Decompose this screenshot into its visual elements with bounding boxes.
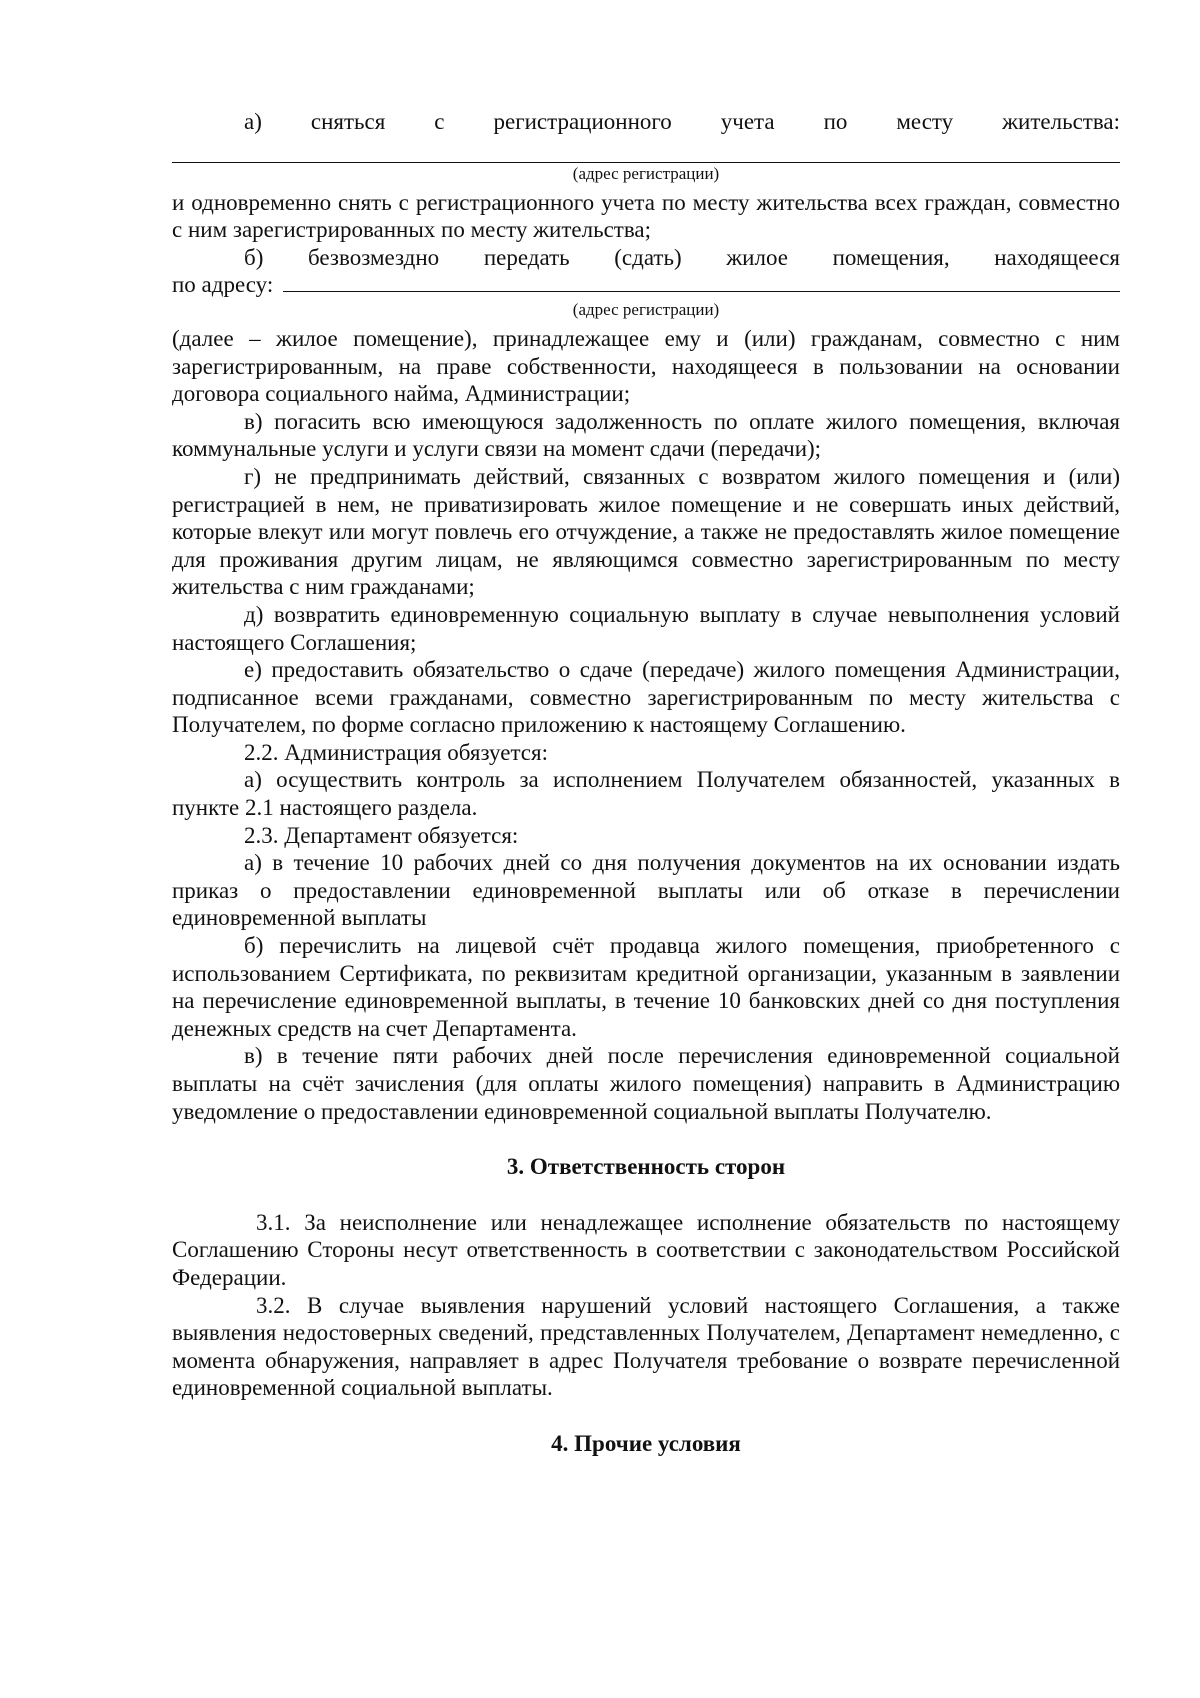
clause-2-2: 2.2. Администрация обязуется:: [244, 739, 548, 765]
clause-b-first-line: [172, 244, 1120, 272]
word: находящееся: [994, 244, 1120, 270]
clause-v: в) погасить всю имеющуюся задолженность по оплате жилого помещения, включая коммунальные услуги и услуги связи на момент сдачи (передачи);: [172, 408, 1120, 462]
clause-2-2-a: а) осуществить контроль за исполнением Получателем обязанностей, указанных в пункте 2.1 настоящего раздела.: [172, 767, 1120, 821]
word: по: [823, 109, 848, 134]
clause-a-continuation: и одновременно снять с регистрационного учета по месту жительства всех граждан, совместно с ним зарегистрированных по месту жительства;: [172, 189, 1120, 243]
clause-3-2: 3.2. В случае выявления нарушений условий настоящего Соглашения, а также выявления недостоверных сведений, представленных Получателем, Департамент немедленно, с момента обнаружения, направляет в адрес Получателя требование о возврате перечисленной единовременной социальной выплаты.: [172, 1292, 1120, 1401]
word: (сдать): [614, 244, 682, 270]
document-page: [172, 108, 1120, 1458]
address-blank-line-2: [283, 271, 1120, 292]
clause-2-3-a: а) в течение 10 рабочих дней со дня получения документов на их основании издать приказ о предоставлении единовременной выплаты или об отказе в перечислении единовременной выплаты: [172, 850, 1120, 931]
word: а): [244, 109, 262, 134]
word: месту: [896, 109, 954, 134]
spacer: [172, 1181, 1120, 1209]
clause-3-1: 3.1. За неисполнение или ненадлежащее исполнение обязательств по настоящему Соглашению Стороны несут ответственность в соответствии с законодательством Российской Федерации.: [172, 1209, 1120, 1290]
word: сняться: [310, 109, 386, 134]
word: передать: [483, 244, 570, 270]
word: помещения,: [832, 244, 950, 270]
spacer: [172, 1402, 1120, 1430]
clause-g: г) не предпринимать действий, связанных с возвратом жилого помещения и (или) регистрацией в нем, не приватизировать жилое помещение и не совершать иных действий, которые влекут или могут повлечь его отчуждение, а также не предоставлять жилое помещение для проживания другим лицам, не являющимся совместно зарегистрированным по месту жительства с ним гражданами;: [172, 463, 1120, 600]
section-heading-3: 3. Ответственность сторон: [506, 1154, 786, 1180]
clause-2-3-b: б) перечислить на лицевой счёт продавца жилого помещения, приобретенного с использованием Сертификата, по реквизитам кредитной организации, указанным в заявлении на перечисление единовременной выплаты, в течение 10 банковских дней со дня поступления денежных средств на счет Департамента.: [172, 933, 1120, 1041]
clause-2-3-v: в) в течение пяти рабочих дней после перечисления единовременной социальной выплаты на счёт зачисления (для оплаты жилого помещения) направить в Администрацию уведомление о предоставлении единовременной социальной выплаты Получателю.: [172, 1043, 1120, 1124]
address-caption-1: (адрес регистрации): [572, 163, 720, 183]
section-heading-4: 4. Прочие условия: [551, 1430, 741, 1456]
address-blank-line-1: [172, 142, 1120, 163]
word: безвозмездно: [308, 244, 440, 270]
spacer: [172, 1125, 1120, 1153]
clause-e: е) предоставить обязательство о сдаче (передаче) жилого помещения Администрации, подписанное всеми гражданами, совместно зарегистрированным по месту жительства с Получателем, по форме согласно приложению к настоящему Соглашению.: [172, 657, 1120, 738]
clause-a-first-line: [172, 108, 1120, 136]
word: б): [244, 244, 264, 270]
address-caption-2: (адрес регистрации): [572, 299, 720, 319]
word: регистрационного: [493, 109, 672, 134]
clause-2-3: 2.3. Департамент обязуется:: [244, 822, 519, 848]
clause-d: д) возвратить единовременную социальную выплату в случае невыполнения условий настоящего Соглашения;: [172, 601, 1120, 655]
word: жительства:: [1002, 109, 1120, 134]
word: жилое: [726, 244, 788, 270]
word: с: [434, 109, 445, 134]
clause-b-continuation: (далее – жилое помещение), принадлежащее ему и (или) гражданам, совместно с ним зарегистрированным, на праве собственности, находящееся в пользовании на основании договора социального найма, Администрации;: [172, 325, 1120, 407]
word: учета: [720, 109, 775, 134]
address-label: по адресу:: [172, 272, 274, 298]
address-row: [172, 271, 1120, 299]
